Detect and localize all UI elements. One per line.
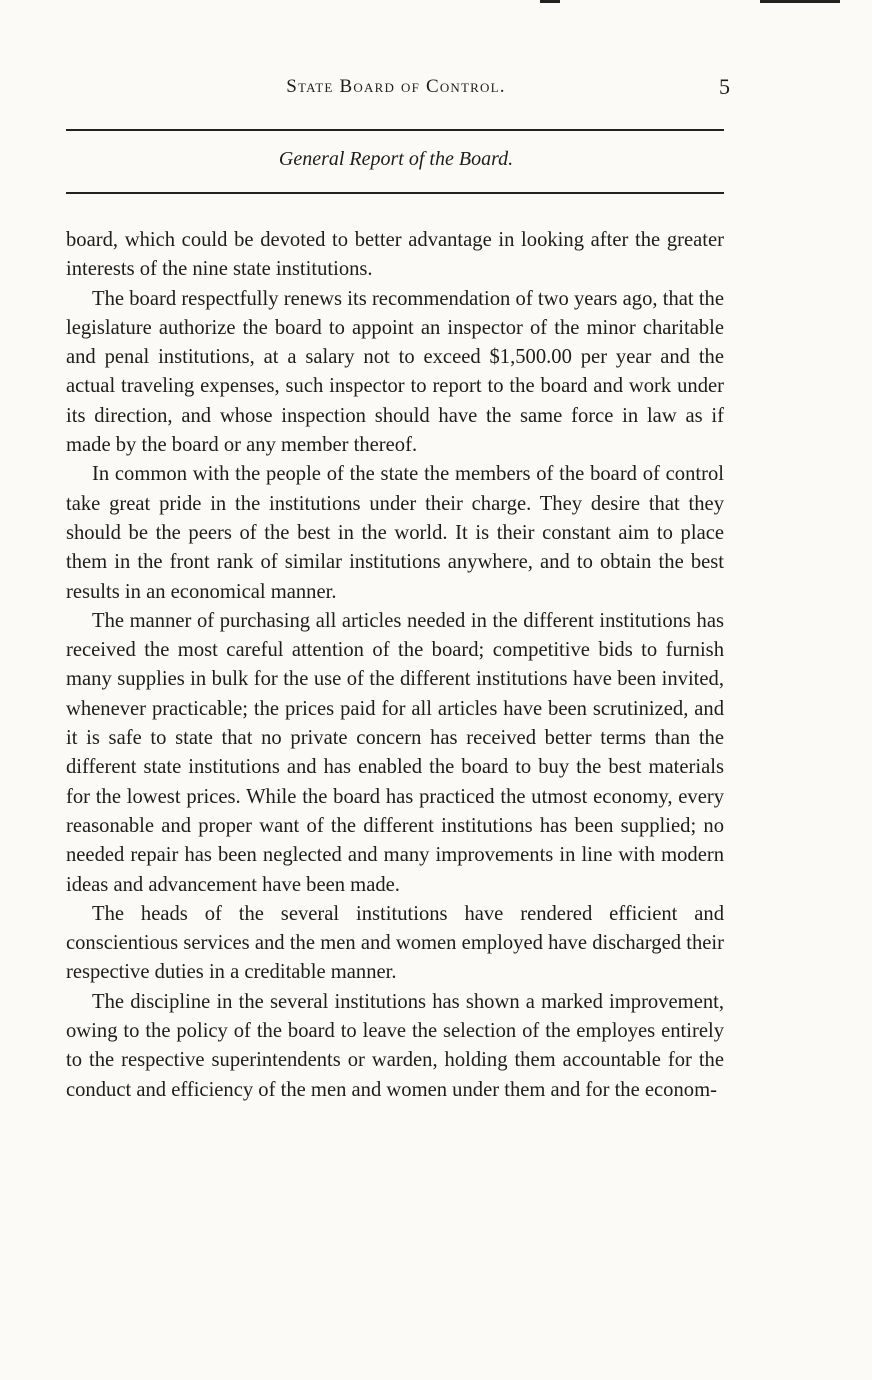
header-rule-bottom <box>66 192 724 194</box>
running-title: State Board of Control. <box>286 76 506 97</box>
paragraph: The manner of purchasing all articles needed in the different institutions has received the most careful attention of the board; competitive bids to furnish many supplies in bulk for the use of the different institutions have been invited, whenever practicable; the prices paid for all articles have been scrutinized, and it is safe to state that no private concern has received better terms than the different state institutions and has enabled the board to buy the best materials for the lowest prices. While the board has practiced the utmost economy, every reasonable and proper want of the different institutions has been supplied; no needed repair has been neglected and many improvements in line with modern ideas and advancement have been made. <box>66 609 724 896</box>
paragraph: The discipline in the several institutions has shown a marked improvement, owing to the policy of the board to leave the selection of the employes entirely to the respective superintendents or warden, holding them accountable for the conduct and efficiency of the men and women under them and for the econom- <box>66 990 724 1101</box>
page-number: 5 <box>719 74 730 99</box>
paragraph: board, which could be devoted to better advantage in looking after the greater interests of the nine state institutions. <box>66 229 724 281</box>
paragraph: The heads of the several institutions have rendered efficient and conscientious services and the men and women employed have discharged their respective duties in a creditable manner. <box>66 902 724 984</box>
section-title: General Report of the Board. <box>278 148 514 170</box>
scan-edge-mark <box>760 0 840 3</box>
scan-edge-mark <box>540 0 560 3</box>
header-rule-top <box>66 129 724 131</box>
paragraph: In common with the people of the state the members of the board of control take great pride in the institutions under their charge. They desire that they should be the peers of the best in the world. It is their constant aim to place them in the front rank of similar institutions anywhere, and to obtain the best results in an economical manner. <box>66 463 724 603</box>
running-head <box>66 74 730 106</box>
paragraph: The board respectfully renews its recommendation of two years ago, that the legislature authorize the board to appoint an inspector of the minor charitable and penal institutions, at a salary not to exceed $1,500.00 per year and the actual traveling expenses, such inspector to report to the board and work under its direction, and whose inspection should have the same force in law as if made by the board or any member thereof. <box>66 287 724 457</box>
body-text <box>66 226 724 1105</box>
